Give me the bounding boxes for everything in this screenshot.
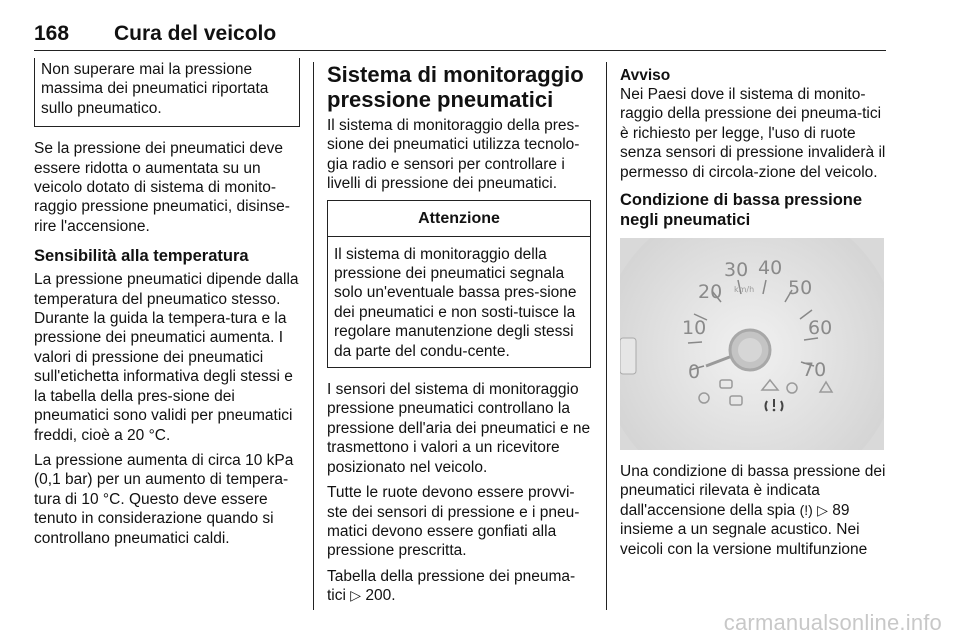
low-pressure-heading: Condizione di bassa pressione negli pneumatici [620, 191, 863, 230]
pressure-table-text: Tabella della pressione dei pneuma-tici [327, 567, 576, 605]
pressure-increase-paragraph: La pressione aumenta di circa 10 kPa (0,1 bar) per un aumento di tempera-tura di 10 °C. Questo deve essere tenuto in considerazione quando si controllano pneumatici caldi. [34, 451, 294, 547]
page-ref-arrow-icon: ▷ [817, 501, 828, 518]
column-1 [34, 58, 300, 554]
warning-text: Il sistema di monitoraggio della pressione dei pneumatici segnala solo un'eventuale bassa pres-sione dei pneumatici e non sosti-tuisce la regolare manutenzione degli stessi da parte del condu-cente. [334, 245, 577, 360]
speed-unit: km/h [734, 285, 755, 295]
tire-pressure-icon: (!) [799, 501, 813, 518]
warning-body [328, 237, 590, 367]
sensors-paragraph: I sensori del sistema di monitoraggio pressione pneumatici controllano la pressione dell'aria dei pneumatici e ne trasmettono i valori a un ricevitore posizionato nel veicolo. [327, 381, 591, 476]
pressure-limit-note [34, 58, 300, 127]
watermark: carmanualsonline.info [723, 610, 942, 635]
temperature-heading: Sensibilità alla temperatura [34, 247, 249, 266]
dial-number-40: 40 [758, 257, 783, 280]
pressure-table-reference [327, 567, 591, 606]
low-pressure-text-b: insieme a un segnale acustico. Nei veicoli con la versione multifunzione [620, 521, 868, 558]
page-header [34, 22, 886, 51]
ignition-paragraph: Se la pressione dei pneumatici deve essere ridotta o aumentata su un veicolo dotato di sistema di monito-raggio pressione pneumatici, disinse-rire l'accensione. [34, 140, 290, 235]
tpms-intro: Il sistema di monitoraggio della pres-sione dei pneumatici utilizza tecnolo-gia radio e sensori per controllare i livelli di pressione dei pneumatici. [327, 117, 580, 193]
column-divider-2 [606, 62, 607, 610]
notice-title: Avviso [620, 67, 671, 84]
dial-number-30: 30 [724, 259, 749, 282]
dial-number-60: 60 [808, 317, 833, 340]
tpms-heading: Sistema di monitoraggio pressione pneumatici [327, 62, 584, 112]
dial-number-70: 70 [802, 359, 827, 382]
page-number: 168 [34, 22, 70, 45]
low-pressure-paragraph [620, 462, 886, 559]
dial-number-20: 20 [698, 281, 723, 304]
speedometer-illustration [620, 238, 884, 450]
column-3 [620, 58, 886, 565]
side-gauge [620, 338, 636, 374]
warning-light-page-ref[interactable]: 89 [832, 501, 850, 519]
column-divider-1 [313, 62, 314, 610]
low-pressure-text-a: Una condizione di bassa pressione dei pneumatici rilevata è indicata dall'accensione della spia [620, 463, 886, 519]
page-ref-arrow-icon: ▷ [350, 587, 362, 604]
column-2 [327, 58, 591, 612]
temperature-paragraph: La pressione pneumatici dipende dalla temperatura del pneumatico stesso. Durante la guida la tempera-tura e la pressione dei pneumatici aumenta. I valori di pressione dei pneumatici sull'etichetta informativa degli stessi e la tabella della pres-sione dei pneumatici sono validi per pneumatici freddi, cioè a 20 °C. [34, 271, 299, 444]
chapter-title: Cura del veicolo [114, 22, 277, 45]
notice-text: Nei Paesi dove il sistema di monito-raggio della pressione dei pneuma-tici è richiesto per legge, l'uso di ruote senza sensori di pressione invaliderà il permesso di circola-zione del veicolo. [620, 86, 886, 181]
pressure-table-page[interactable]: 200. [365, 587, 396, 605]
pressure-limit-text: Non superare mai la pressione massima dei pneumatici riportata sullo pneumatico. [41, 61, 269, 117]
wheels-paragraph: Tutte le ruote devono essere provvi-ste dei sensori di pressione e i pneu-matici devono essere gonfiati alla pressione prescritta. [327, 484, 580, 560]
warning-title: Attenzione [328, 201, 590, 237]
dial-number-50: 50 [788, 277, 813, 300]
dial-number-10: 10 [682, 317, 707, 340]
warning-box [327, 200, 591, 368]
needle-hub-center [738, 338, 762, 362]
dial-number-0: 0 [688, 361, 701, 384]
